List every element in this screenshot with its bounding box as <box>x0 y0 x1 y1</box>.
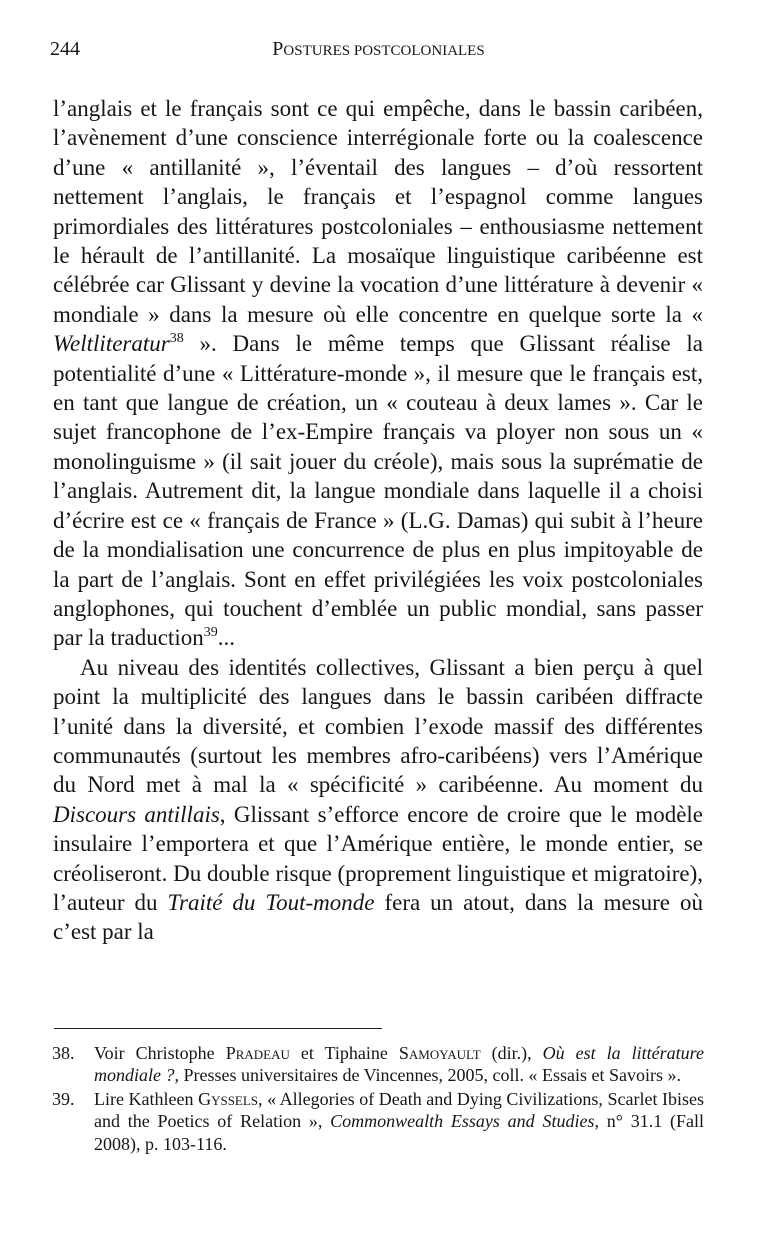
footnote-text-part: Voir Christophe <box>94 1043 226 1063</box>
discours-antillais-title: Discours antillais <box>53 801 220 827</box>
footnote-number: 38. <box>52 1043 75 1063</box>
page-number: 244 <box>50 38 80 60</box>
running-head <box>50 37 707 63</box>
paragraph-1 <box>53 94 703 653</box>
paragraph-1-part-b: ». Dans le même temps que Glissant réalise la potentialité d’une « Littérature-monde », il mesure que le français est, en tant que langue de création, un « couteau à deux lames ». Car le sujet francophone de l’ex-Empire français va ployer non sous un « monolinguisme » (il sait jouer du créole), mais sous la suprématie de l’anglais. Autrement dit, la langue mondiale dans laquelle il a choisi d’écrire est ce « français de France » (L.G. Damas) qui subit à l’heure de la mondialisation une concurrence de plus en plus impitoyable de la part de l’anglais. Sont en effet privilégiées les voix postcoloniales anglophones, qui touchent d’emblée un public mondial, sans passer par la traduction <box>53 331 703 651</box>
footnote-number: 39. <box>52 1088 75 1109</box>
paragraph-2 <box>53 653 703 947</box>
footnote-39 <box>52 1088 704 1155</box>
footnote-text <box>94 1088 704 1155</box>
paragraph-2-part-a: Au niveau des identités collectives, Glissant a bien perçu à quel point la multiplicité des langues dans le bassin caribéen diffracte l’unité dans la diversité, et combien l’exode massif des différentes communautés (surtout les membres afro-caribéens) vers l’Amérique du Nord met à mal la « spécificité » caribéenne. Au moment du <box>53 654 703 798</box>
paragraph-2-part-b: , Glissant s’efforce encore de croire que le modèle insulaire l’emportera et que l’Amérique entière, le monde entier, se créoliseront. Du double risque (proprement linguistique et migratoire), l’auteur du <box>53 801 703 915</box>
footnote-ref-38[interactable]: 38 <box>169 331 184 347</box>
footnote-text-part: , « Allegories of Death and Dying Civilizations, Scarlet Ibises and the Poetics of Relation », <box>94 1088 704 1132</box>
footnotes <box>52 1042 704 1155</box>
cited-title: Où est la littérature mondiale ? <box>94 1043 705 1086</box>
paragraph-1-part-a: l’anglais et le français sont ce qui empêche, dans le bassin caribéen, l’avènement d’une conscience interrégionale forte ou la coalescence d’une « antillanité », l’éventail des langues – d’où ressortent nettement l’anglais, le français et l’espagnol comme langues primordiales des littératures postcoloniales – enthousiasme nettement le hérault de l’antillanité. La mosaïque linguistique caribéenne est célébrée car Glissant y devine la vocation d’une littérature à devenir « mondiale » dans la mesure où elle concentre en quelque sorte la « <box>53 96 703 327</box>
footnote-text-part: et Tiphaine <box>289 1043 399 1063</box>
weltliteratur-term: Weltliteratur <box>53 331 170 357</box>
body-text <box>53 94 703 947</box>
running-head-rest: OSTURES POSTCOLONIALES <box>283 43 485 59</box>
footnote-38 <box>52 1042 704 1087</box>
footnote-text-part: , n° 31.1 (Fall 2008), p. 103-116. <box>94 1111 704 1154</box>
running-head-initial: P <box>272 38 284 60</box>
traite-tout-monde-title: Traité du Tout-monde <box>167 889 375 915</box>
author-surname: Gyssels <box>198 1088 259 1109</box>
author-surname: Samoyault <box>398 1043 481 1063</box>
cited-title: Commonwealth Essays and Studies <box>330 1111 595 1132</box>
footnote-ref-39[interactable]: 39 <box>203 625 218 641</box>
footnote-text-part: , Presses universitaires de Vincennes, 2005, coll. « Essais et Savoirs ». <box>174 1065 682 1086</box>
footnote-text-part: Lire Kathleen <box>94 1088 199 1109</box>
footnote-rule <box>54 1028 382 1029</box>
footnote-text-part: (dir.), <box>480 1043 543 1063</box>
paragraph-1-part-c: ... <box>217 625 235 651</box>
footnote-text <box>94 1042 704 1087</box>
paragraph-2-part-c: fera un atout, dans la mesure où c’est par la <box>53 889 703 945</box>
author-surname: Pradeau <box>225 1043 290 1063</box>
